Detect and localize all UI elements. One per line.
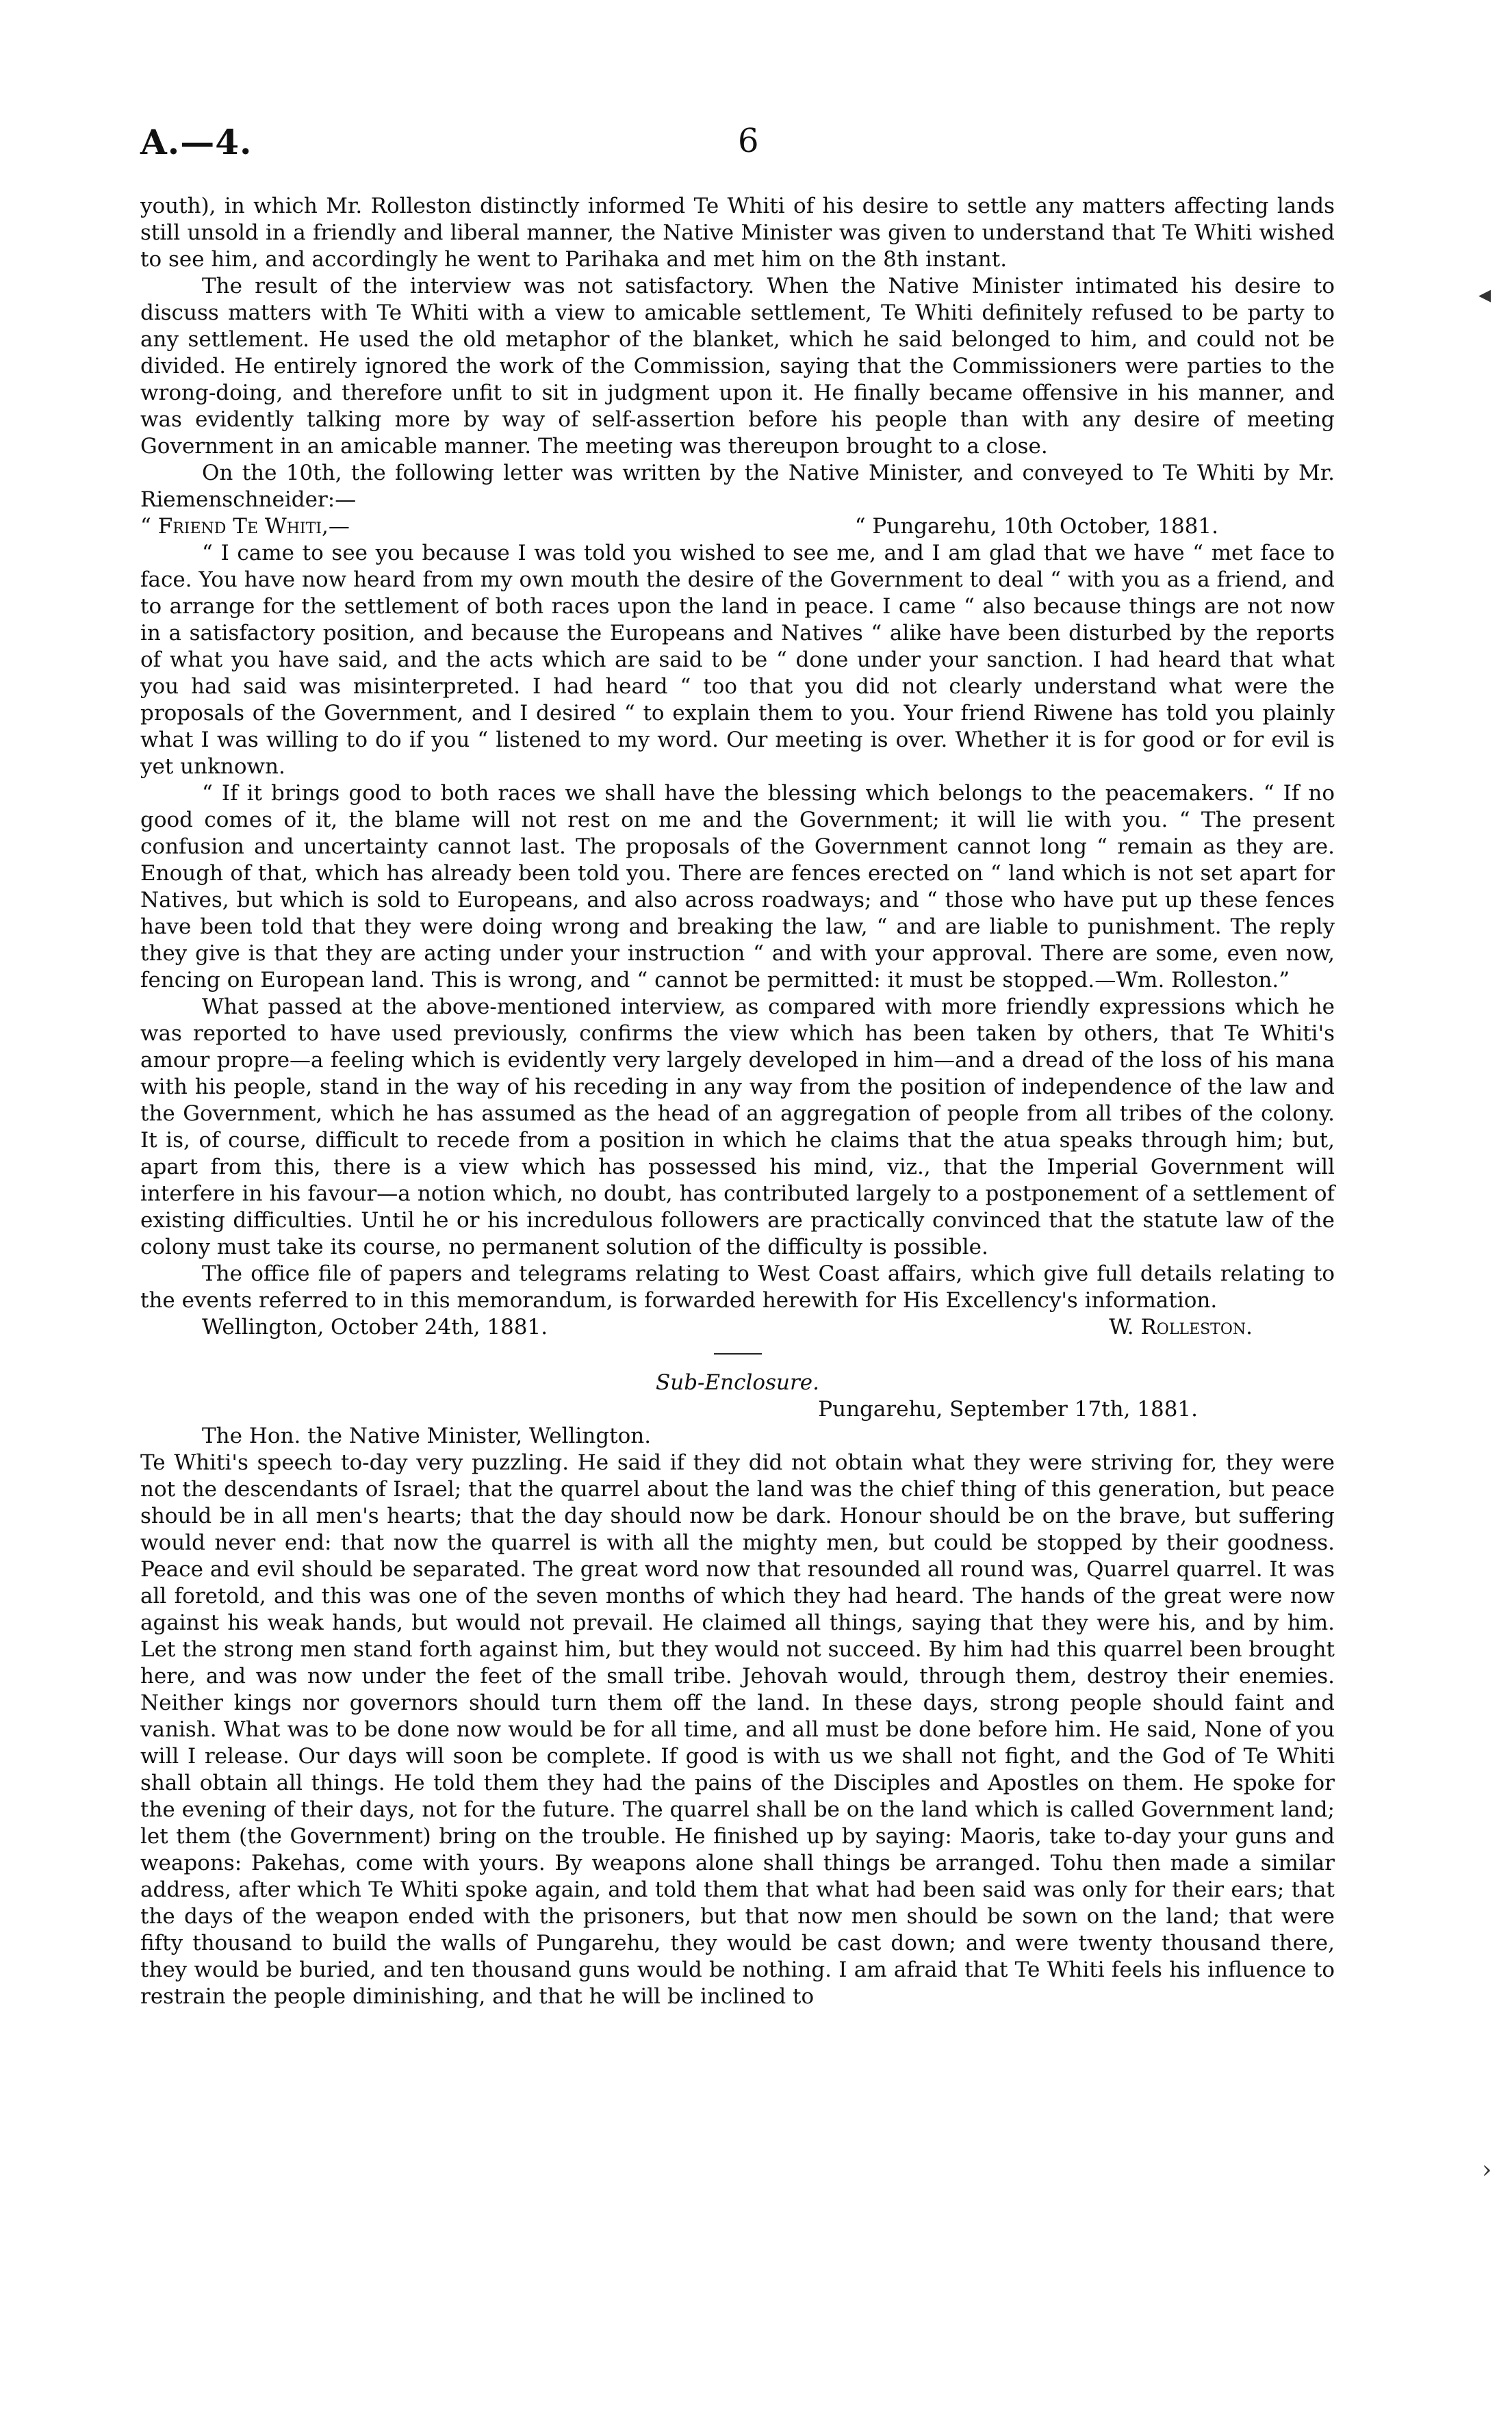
letter-paragraph-2: “ If it brings good to both races we shall have the blessing which belongs to the peacemakers. “ If no good comes of it, the blame will not rest on me and the Government; it will lie with you. “ The present confusion and uncertainty cannot last. The proposals of the Government cannot long “ remain as they are. Enough of that, which has already been told you. There are fences erected on “ land which is not set apart for Natives, but which is sold to Europeans, and also across roadways; and “ those who have put up these fences have been told that they were doing wrong and breaking the law, “ and are liable to punishment. The reply they give is that they are acting under your instruction “ and with your approval. There are some, even now, fencing on European land. This is wrong, and “ cannot be permitted: it must be stopped.—Wm. Rolleston.”	[140, 781, 1335, 992]
sub-enclosure-body: Te Whiti's speech to-day very puzzling. He said if they did not obtain what they were striving for, they were not the descendants of Israel; that the quarrel about the land was the chief thing of this generation, but peace should be in all men's hearts; that the day should now be dark. Honour should be on the brave, but suffering would never end: that now the quarrel is with all the mighty men, but could be stopped by their goodness. Peace and evil should be separated. The great word now that resounded all round was, Quarrel quarrel. It was all foretold, and this was one of the seven months of which they had heard. The hands of the great were now against his weak hands, but would not prevail. He claimed all things, saying that they were his, and by him. Let the strong men stand forth against him, but they would not succeed. By him had this quarrel been brought here, and was now under the feet of the small tribe. Jehovah would, through them, destroy their enemies. Neither kings nor governors should turn them off the land. In these days, strong people should faint and vanish. What was to be done now would be for all time, and all must be done before him. He said, None of you will I release. Our days will soon be complete. If good is with us we shall not fight, and the God of Te Whiti shall obtain all things. He told them they had the pains of the Disciples and Apostles on them. He spoke for the evening of their days, not for the future. The quarrel shall be on the land which is called Government land; let them (the Government) bring on the trouble. He finished up by saying: Maoris, take to-day your guns and weapons: Pakehas, come with yours. By weapons alone shall things be arranged. Tohu then made a similar address, after which Te Whiti spoke again, and told them that what had been said was only for their ears; that the days of the weapon ended with the prisoners, but that now men should be sown on the land; that were fifty thousand to build the walls of Pungarehu, they would be cast down; and were twenty thousand there, they would be buried, and ten thousand guns would be nothing. I am afraid that Te Whiti feels his influence to restrain the people diminishing, and that he will be inclined to	[140, 1450, 1335, 2009]
interview-result-paragraph: The result of the interview was not satisfactory. When the Native Minister intimated his desire to discuss matters with Te Whiti with a view to amicable settlement, Te Whiti definitely refused to be party to any settlement. He used the old metaphor of the blanket, which he said belonged to him, and could not be divided. He entirely ignored the work of the Commission, saying that the Commissioners were parties to the wrong-doing, and therefore unfit to sit in judgment upon it. He finally became offensive in his manner, and was evidently talking more by way of self-assertion before his people than with any desire of meeting Government in an amicable manner. The meeting was thereupon brought to a close.	[140, 274, 1335, 459]
signoff-row	[140, 1314, 1335, 1341]
letter-salutation: “ Friend Te Whiti,—	[140, 514, 350, 539]
sub-enclosure-dateline: Pungarehu, September 17th, 1881.	[818, 1397, 1198, 1422]
document-reference: A.—4.	[140, 122, 253, 162]
letter-paragraph-1: “ I came to see you because I was told you wished to see me, and I am glad that we have “ met face to face. You have now heard from my own mouth the desire of the Government to deal “ with you as a friend, and to arrange for the settlement of both races upon the land in peace. I came “ also because things are not now in a satisfactory position, and because the Europeans and Natives “ alike have been disturbed by the reports of what you have said, and the acts which are said to be “ done under your sanction. I had heard that what you had said was misinterpreted. I had heard “ too that you did not clearly understand what were the proposals of the Government, and I desired “ to explain them to you. Your friend Riwene has told you plainly what I was willing to do if you “ listened to my word. Our meeting is over. Whether it is for good or for evil is yet unknown.	[140, 541, 1335, 779]
interview-analysis-paragraph: What passed at the above-mentioned interview, as compared with more friendly expressions which he was reported to have used previously, confirms the view which has been taken by others, that Te Whiti's amour propre—a feeling which is evidently very largely developed in him—and a dread of the loss of his mana with his people, stand in the way of his receding in any way from the position of independence of the law and the Government, which he has assumed as the head of an aggregation of people from all tribes of the colony. It is, of course, difficult to recede from a position in which he claims that the atua speaks through him; but, apart from this, there is a view which has possessed his mind, viz., that the Imperial Government will interfere in his favour—a notion which, no doubt, has contributed largely to a postponement of a settlement of existing difficulties. Until he or his incredulous followers are practically convinced that the statute law of the colony must take its course, no permanent solution of the difficulty is possible.	[140, 995, 1335, 1259]
letter-header-row	[140, 513, 1335, 540]
margin-arrow-icon-lower: ›	[1482, 2156, 1492, 2184]
signoff-place-date: Wellington, October 24th, 1881.	[202, 1315, 548, 1339]
intro-paragraph-continued: youth), in which Mr. Rolleston distinctly informed Te Whiti of his desire to settle any matters affecting lands still unsold in a friendly and liberal manner, the Native Minister was given to understand that Te Whiti wished to see him, and accordingly he went to Parihaka and met him on the 8th instant.	[140, 194, 1335, 272]
memorandum-body	[140, 193, 1335, 2010]
office-file-paragraph: The office file of papers and telegrams relating to West Coast affairs, which give full details relating to the events referred to in this memorandum, is forwarded herewith for His Excellency's information.	[140, 1261, 1335, 1313]
letter-intro-paragraph: On the 10th, the following letter was written by the Native Minister, and conveyed to Te Whiti by Mr. Riemenschneider:—	[140, 461, 1335, 512]
sub-enclosure-addressee: The Hon. the Native Minister, Wellington.	[202, 1424, 652, 1448]
sub-enclosure-heading: Sub-Enclosure.	[656, 1370, 819, 1395]
margin-arrow-icon: ◂	[1478, 281, 1491, 309]
page-number: 6	[738, 122, 759, 160]
letter-dateline: “ Pungarehu, 10th October, 1881.	[854, 514, 1218, 539]
section-divider	[714, 1353, 762, 1355]
signoff-signature: W. Rolleston.	[1109, 1315, 1253, 1339]
